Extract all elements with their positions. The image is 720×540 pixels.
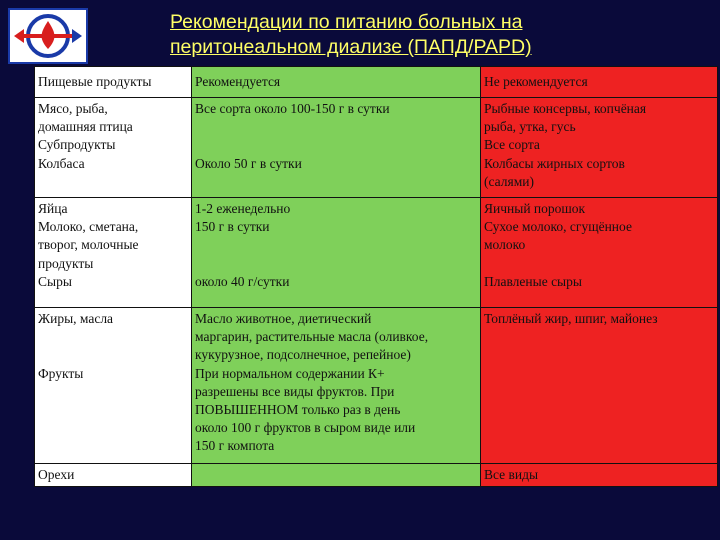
food-line: Яйца [38,201,68,216]
food-line: Колбаса [38,155,85,171]
table-row [35,198,718,308]
not-recommended-cell [481,98,718,198]
recommended-cell [192,464,481,487]
recommended-line: около 40 г/сутки [195,273,290,289]
not-recommended-cell [481,308,718,464]
not-recommended-line: Плавленые сыры [484,273,582,289]
food-cell [35,98,192,198]
recommended-line: около 100 г фруктов в сыром виде или [195,420,416,436]
recommended-line: ПОВЫШЕННОМ только раз в день [195,402,401,418]
table-row [35,464,718,487]
recommended-line [195,118,477,136]
food-line [38,328,188,346]
food-line: Фрукты [38,365,84,381]
not-recommended-line: рыба, утка, гусь [484,119,576,135]
food-line: Орехи [38,467,75,482]
header-not-recommended: Не рекомендуется [481,67,718,98]
title-line-1: Рекомендации по питанию больных на [170,11,523,33]
not-recommended-cell [481,198,718,308]
not-recommended-line: молоко [484,237,526,253]
not-recommended-line: Все виды [484,467,539,482]
not-recommended-line: (салями) [484,173,534,189]
food-line: Сыры [38,273,72,289]
not-recommended-line [484,255,714,273]
recommended-line [195,255,477,273]
not-recommended-line: Сухое молоко, сгущённое [484,219,632,235]
food-line: Молоко, сметана, [38,219,139,235]
recommended-line: 150 г в сутки [195,219,270,235]
not-recommended-line: Яичный порошок [484,201,586,216]
food-line: Субпродукты [38,137,116,153]
recommended-line [195,466,477,484]
recommended-line: разрешены все виды фруктов. При [195,383,395,399]
table-row [35,308,718,464]
recommended-cell [192,308,481,464]
not-recommended-line: Все сорта [484,137,540,153]
food-line [38,346,188,364]
recommended-line: 150 г компота [195,438,275,454]
table-row [35,98,718,198]
slide-title [170,10,710,60]
food-line: творог, молочные [38,237,139,253]
not-recommended-cell [481,464,718,487]
recommended-line [195,136,477,154]
food-line: домашняя птица [38,119,133,135]
food-cell [35,464,192,487]
food-line: Мясо, рыба, [38,101,108,116]
not-recommended-line: Рыбные консервы, копчёная [484,101,647,116]
recommended-line: Около 50 г в сутки [195,155,302,171]
food-line: Жиры, масла [38,311,114,326]
recommended-line [195,236,477,254]
title-line-2: перитонеальном диализе (ПАПД/PAPD) [170,36,532,58]
recommended-line: При нормальном содержании К+ [195,365,385,381]
recommended-line: 1-2 еженедельно [195,201,291,216]
blood-drop-arrows-logo-icon [8,8,88,64]
not-recommended-line: Топлёный жир, шпиг, майонез [484,311,658,326]
recommended-cell [192,98,481,198]
food-cell [35,308,192,464]
table-header-row [35,67,718,98]
header-recommended: Рекомендуется [192,67,481,98]
food-line: продукты [38,255,94,271]
recommended-line: Масло животное, диетический [195,311,372,326]
recommended-line: кукурузное, подсолнечное, репейное) [195,347,411,363]
recommended-cell [192,198,481,308]
food-cell [35,198,192,308]
not-recommended-line: Колбасы жирных сортов [484,155,625,171]
recommended-line: Все сорта около 100-150 г в сутки [195,101,390,116]
diet-recommendations-table [34,66,718,487]
logo [8,8,88,64]
recommended-line: маргарин, растительные масла (оливкое, [195,329,429,345]
header-food: Пищевые продукты [35,67,192,98]
